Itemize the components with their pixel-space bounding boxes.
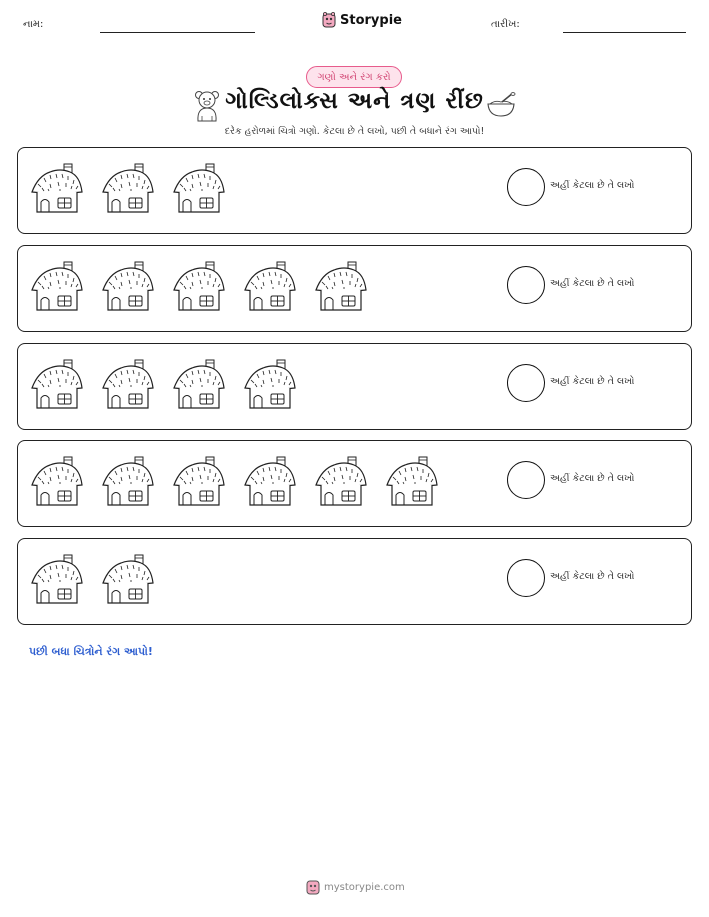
answer-label: અહીં કેટલા છે તે લખો <box>550 473 635 484</box>
house-icon <box>101 358 155 410</box>
house-group <box>30 162 226 214</box>
house-icon <box>172 260 226 312</box>
counting-row-3 <box>17 343 692 430</box>
house-icon <box>30 358 84 410</box>
house-icon <box>101 162 155 214</box>
brand-logo <box>322 12 402 28</box>
house-group <box>30 260 368 312</box>
name-label: નામ: <box>23 19 44 30</box>
brand-name: Storypie <box>340 12 402 28</box>
page-title: ગોલ્ડિલોક્સ અને ત્રણ રીંછ <box>225 88 484 114</box>
porridge-bowl-icon <box>486 92 516 118</box>
counting-row-4 <box>17 440 692 527</box>
house-icon <box>243 455 297 507</box>
house-icon <box>243 260 297 312</box>
house-icon <box>30 162 84 214</box>
storypie-logo-icon <box>322 12 336 28</box>
footer-url: mystorypie.com <box>324 881 405 893</box>
house-icon <box>101 260 155 312</box>
counting-row-1 <box>17 147 692 234</box>
house-icon <box>172 358 226 410</box>
house-icon <box>172 455 226 507</box>
house-icon <box>314 260 368 312</box>
house-icon <box>101 553 155 605</box>
house-group <box>30 553 155 605</box>
answer-label: અહીં કેટલા છે તે લખો <box>550 278 635 289</box>
counting-row-5 <box>17 538 692 625</box>
house-icon <box>385 455 439 507</box>
storypie-logo-icon <box>306 879 320 895</box>
date-line[interactable] <box>563 32 686 33</box>
house-icon <box>30 553 84 605</box>
house-icon <box>314 455 368 507</box>
house-icon <box>101 455 155 507</box>
answer-circle[interactable] <box>507 364 545 402</box>
house-group <box>30 455 439 507</box>
instructions: દરેક હરોળમાં ચિત્રો ગણો. કેટલા છે તે લખો, પછી તે બધાને રંગ આપો! <box>224 126 485 137</box>
answer-label: અહીં કેટલા છે તે લખો <box>550 376 635 387</box>
answer-circle[interactable] <box>507 266 545 304</box>
answer-label: અહીં કેટલા છે તે લખો <box>550 180 635 191</box>
date-label: તારીખ: <box>491 19 520 30</box>
answer-label: અહીં કેટલા છે તે લખો <box>550 571 635 582</box>
house-icon <box>30 455 84 507</box>
answer-circle[interactable] <box>507 168 545 206</box>
house-icon <box>243 358 297 410</box>
footer-brand <box>306 879 405 895</box>
name-line[interactable] <box>100 32 255 33</box>
activity-badge: ગણો અને રંગ કરો <box>306 66 402 88</box>
answer-circle[interactable] <box>507 559 545 597</box>
house-icon <box>172 162 226 214</box>
answer-circle[interactable] <box>507 461 545 499</box>
footer-note: પછી બધા ચિત્રોને રંગ આપો! <box>29 645 153 658</box>
counting-row-2 <box>17 245 692 332</box>
house-group <box>30 358 297 410</box>
house-icon <box>30 260 84 312</box>
